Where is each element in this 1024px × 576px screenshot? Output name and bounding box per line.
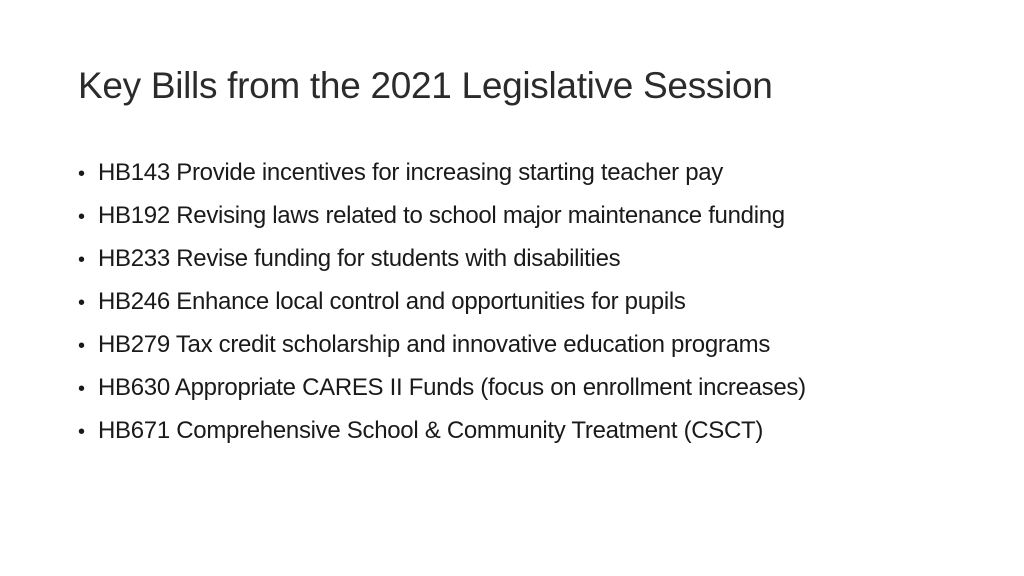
slide-title: Key Bills from the 2021 Legislative Session — [78, 65, 773, 106]
bullet-icon: • — [78, 378, 85, 400]
bullet-text: HB233 Revise funding for students with disabilities — [98, 245, 621, 272]
bullet-icon: • — [78, 163, 85, 185]
bullet-text: HB246 Enhance local control and opportunities for pupils — [98, 288, 686, 315]
bullet-text: HB192 Revising laws related to school major maintenance funding — [98, 202, 785, 229]
bullet-item — [78, 280, 806, 323]
bullet-item — [78, 151, 806, 194]
bullet-icon: • — [78, 206, 85, 228]
bullet-text: HB143 Provide incentives for increasing starting teacher pay — [98, 159, 724, 186]
bullet-icon: • — [78, 249, 85, 271]
bullet-text: HB630 Appropriate CARES II Funds (focus on enrollment increases) — [98, 374, 806, 401]
bullet-item — [78, 409, 806, 452]
bullet-item — [78, 323, 806, 366]
bullet-text: HB671 Comprehensive School & Community Treatment (CSCT) — [98, 417, 764, 444]
bullet-icon: • — [78, 292, 85, 314]
bullet-icon: • — [78, 335, 85, 357]
bullet-item — [78, 366, 806, 409]
bullet-list — [78, 151, 806, 452]
bullet-item — [78, 237, 806, 280]
bullet-item — [78, 194, 806, 237]
bullet-text: HB279 Tax credit scholarship and innovative education programs — [98, 331, 771, 358]
bullet-icon: • — [78, 421, 85, 443]
